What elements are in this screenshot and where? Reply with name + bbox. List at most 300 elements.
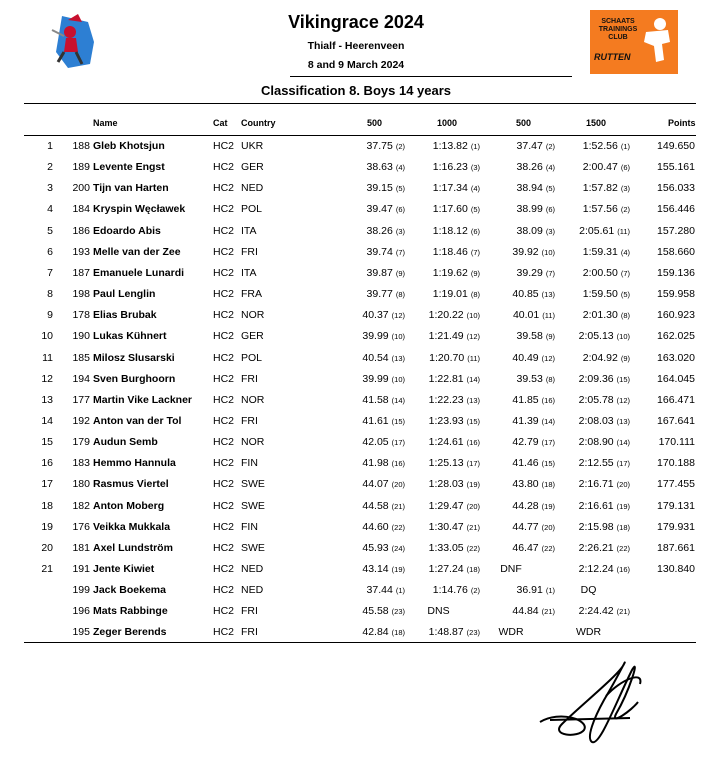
time-value: 39.29	[516, 266, 543, 279]
signature	[520, 650, 670, 750]
time-value: 1:24.61	[428, 436, 464, 449]
position-value: (19)	[466, 480, 480, 490]
time-500b-cell	[470, 457, 555, 469]
col-name: Name	[93, 118, 118, 128]
position-value: (12)	[541, 353, 555, 363]
position-value: (3)	[470, 163, 480, 173]
points-cell: 164.045	[657, 372, 695, 385]
position-value: (5)	[470, 205, 480, 215]
time-value: WDR	[498, 626, 524, 639]
points-cell: 166.471	[657, 393, 695, 406]
time-value: 44.77	[512, 520, 539, 533]
time-value: 1:13.82	[432, 140, 468, 152]
category-cell: HC2	[213, 161, 235, 174]
category-cell: HC2	[213, 457, 235, 470]
country-cell: NOR	[241, 309, 265, 322]
position-value: (20)	[466, 501, 480, 511]
time-value: 2:05.78	[578, 393, 614, 406]
bib-cell: 189	[72, 161, 90, 174]
time-500a-cell	[320, 182, 405, 194]
rank-cell: 2	[47, 161, 53, 174]
category-cell: HC2	[213, 626, 235, 639]
points-cell: 163.020	[657, 351, 695, 364]
position-value: (24)	[391, 543, 405, 553]
time-1500-cell	[550, 330, 630, 342]
bib-cell: 184	[72, 203, 90, 216]
table-row	[0, 411, 712, 432]
time-value: 43.80	[512, 478, 539, 491]
time-value: 2:00.47	[582, 161, 618, 174]
time-500a-cell	[320, 415, 405, 427]
bib-cell: 186	[72, 224, 90, 237]
time-1000-cell	[400, 563, 480, 575]
category-cell: HC2	[213, 478, 235, 491]
time-value: 44.84	[512, 605, 539, 618]
time-value: 1:21.49	[428, 330, 464, 343]
time-value: 40.37	[362, 309, 389, 322]
position-value: (16)	[466, 438, 480, 448]
country-cell: NED	[241, 584, 264, 597]
position-value: (23)	[391, 607, 405, 617]
category-cell: HC2	[213, 584, 235, 597]
time-500a-cell	[320, 225, 405, 237]
position-value: (19)	[391, 565, 405, 574]
time-value: 1:20.70	[429, 351, 465, 364]
time-value: 2:09.36	[578, 372, 614, 385]
points-cell: 170.188	[657, 457, 695, 470]
bib-cell: 190	[72, 330, 90, 343]
position-value: (13)	[541, 290, 555, 300]
country-cell: POL	[241, 351, 263, 364]
position-value: (21)	[541, 607, 555, 617]
country-cell: NED	[241, 563, 264, 575]
time-500b-cell	[470, 246, 555, 258]
name-cell: Milosz Slusarski	[93, 351, 175, 364]
position-value: (3)	[395, 226, 405, 236]
bib-cell: 185	[72, 351, 90, 364]
time-1000-cell	[400, 330, 480, 342]
category-cell: HC2	[213, 288, 235, 301]
time-1000-cell	[400, 309, 480, 321]
name-cell: Elias Brubak	[93, 309, 157, 322]
category-cell: HC2	[213, 436, 235, 449]
position-value: (9)	[545, 332, 555, 342]
time-1000-cell	[400, 500, 480, 512]
rank-cell: 16	[41, 457, 53, 470]
time-1000-cell	[400, 626, 480, 638]
time-value: 39.47	[366, 203, 393, 216]
col-cat: Cat	[213, 118, 228, 128]
time-value: 1:22.81	[428, 372, 464, 385]
category-cell: HC2	[213, 372, 235, 385]
header-divider	[290, 76, 572, 77]
time-1000-cell	[400, 246, 480, 258]
time-value: 44.28	[512, 499, 539, 512]
category-cell: HC2	[213, 605, 235, 618]
time-value: 39.53	[516, 372, 543, 385]
position-value: (5)	[545, 184, 555, 194]
country-cell: NED	[241, 182, 264, 195]
name-cell: Emanuele Lunardi	[93, 266, 185, 279]
category-cell: HC2	[213, 541, 235, 554]
name-cell: Lukas Kühnert	[93, 330, 167, 343]
time-1000-cell	[400, 436, 480, 448]
time-value: 41.98	[362, 457, 389, 470]
name-cell: Gleb Khotsjun	[93, 140, 165, 152]
time-1000-cell	[400, 182, 480, 194]
position-value: (7)	[470, 247, 480, 257]
time-value: 2:12.55	[578, 457, 614, 470]
rank-cell: 8	[47, 288, 53, 301]
event-dates: 8 and 9 March 2024	[307, 59, 405, 71]
table-row	[0, 474, 712, 495]
name-cell: Kryspin Węcławek	[93, 203, 186, 216]
position-value: (22)	[391, 522, 405, 532]
points-cell: 149.650	[657, 140, 695, 152]
time-500b-cell	[470, 394, 555, 406]
bib-cell: 188	[72, 140, 90, 152]
svg-text:RACE: RACE	[96, 45, 116, 52]
position-value: (18)	[616, 522, 630, 532]
time-value: 1:28.03	[428, 478, 464, 491]
time-value: 39.15	[366, 182, 393, 195]
time-value: 38.09	[516, 224, 543, 237]
col-500-b: 500	[516, 118, 532, 128]
country-cell: NOR	[241, 393, 265, 406]
time-value: 1:33.05	[428, 541, 464, 554]
time-1000-cell	[400, 373, 480, 385]
points-cell: 187.661	[657, 541, 695, 554]
time-500b-cell	[470, 500, 555, 512]
time-value: 40.49	[512, 351, 539, 364]
points-cell: 167.641	[657, 414, 695, 427]
time-value: 39.77	[366, 288, 393, 301]
time-value: 1:18.46	[432, 245, 468, 258]
bottom-rule	[24, 642, 696, 643]
time-value: 41.39	[512, 414, 539, 427]
time-1000-cell	[400, 542, 480, 554]
country-cell: FIN	[241, 520, 258, 533]
position-value: (21)	[616, 607, 630, 617]
position-value: (9)	[395, 268, 405, 278]
time-value: 44.60	[362, 520, 389, 533]
name-cell: Sven Burghoorn	[93, 372, 176, 385]
time-value: 39.92	[512, 245, 539, 258]
time-500a-cell	[320, 352, 405, 364]
points-cell: 179.931	[657, 520, 695, 533]
points-cell: 158.660	[657, 245, 695, 258]
table-row	[0, 538, 712, 559]
table-row	[0, 178, 712, 199]
time-value: 37.47	[516, 140, 543, 152]
position-value: (17)	[541, 438, 555, 448]
time-value: WDR	[575, 626, 602, 639]
position-value: (20)	[391, 480, 405, 490]
time-500a-cell	[320, 521, 405, 533]
bib-cell: 192	[72, 414, 90, 427]
name-cell: Jack Boekema	[93, 584, 166, 597]
position-value: (5)	[395, 184, 405, 194]
time-value: 1:48.87	[428, 626, 464, 639]
points-cell: 156.033	[657, 182, 695, 195]
time-500b-cell	[470, 267, 555, 279]
position-value: (15)	[466, 416, 480, 426]
time-1500-cell	[550, 352, 630, 364]
table-row	[0, 199, 712, 220]
time-value: 1:19.01	[432, 288, 468, 301]
time-500b-cell	[470, 161, 555, 173]
position-value: (10)	[541, 247, 555, 257]
position-value: (9)	[620, 353, 630, 363]
position-value: (14)	[541, 416, 555, 426]
category-cell: HC2	[213, 563, 235, 575]
time-1000-cell	[400, 478, 480, 490]
time-value: 37.44	[366, 584, 393, 597]
time-value: 39.87	[366, 266, 393, 279]
time-500b-cell	[470, 352, 555, 364]
category-cell: HC2	[213, 245, 235, 258]
position-value: (21)	[466, 522, 480, 532]
position-value: (1)	[620, 142, 630, 151]
position-value: (4)	[620, 247, 630, 257]
country-cell: SWE	[241, 499, 265, 512]
time-value: 2:01.30	[582, 309, 618, 322]
position-value: (6)	[620, 163, 630, 173]
time-1000-cell	[400, 394, 480, 406]
points-cell: 179.131	[657, 499, 695, 512]
time-value: 39.58	[516, 330, 543, 343]
position-value: (7)	[395, 247, 405, 257]
bib-cell: 180	[72, 478, 90, 491]
time-value: 39.99	[362, 330, 389, 343]
table-row	[0, 496, 712, 517]
rank-cell: 10	[41, 330, 53, 343]
country-cell: FRI	[241, 626, 258, 639]
time-500b-cell	[470, 330, 555, 342]
bib-cell: 181	[72, 541, 90, 554]
name-cell: Veikka Mukkala	[93, 520, 171, 533]
country-cell: ITA	[241, 224, 257, 237]
position-value: (15)	[616, 374, 630, 384]
time-value: 2:16.61	[578, 499, 614, 512]
time-value: 2:15.98	[578, 520, 614, 533]
time-1500-cell	[550, 161, 630, 173]
bib-cell: 194	[72, 372, 90, 385]
time-value: 1:52.56	[582, 140, 618, 152]
bib-cell: 176	[72, 520, 90, 533]
table-row	[0, 369, 712, 390]
time-value: 1:20.22	[428, 309, 464, 322]
schaats-trainings-club-rutten-logo: SCHAATS TRAININGS CLUB RUTTEN	[590, 10, 678, 74]
time-value: 1:57.56	[582, 203, 618, 216]
position-value: (18)	[391, 628, 405, 638]
position-value: (11)	[467, 353, 480, 363]
table-row	[0, 157, 712, 178]
time-500a-cell	[320, 542, 405, 554]
time-value: 45.93	[362, 541, 389, 554]
position-value: (6)	[470, 226, 480, 236]
time-1000-cell	[400, 521, 480, 533]
time-1500-cell	[550, 288, 630, 300]
position-value: (7)	[545, 268, 555, 278]
time-value: 1:29.47	[428, 499, 464, 512]
col-points: Points	[668, 118, 696, 128]
time-value: 2:08.90	[578, 436, 614, 449]
time-1500-cell	[550, 563, 630, 575]
rank-cell: 14	[41, 414, 53, 427]
position-value: (18)	[466, 565, 480, 574]
country-cell: POL	[241, 203, 263, 216]
position-value: (16)	[391, 459, 405, 469]
position-value: (14)	[466, 374, 480, 384]
position-value: (19)	[541, 501, 555, 511]
bib-cell: 195	[72, 626, 90, 639]
category-cell: HC2	[213, 330, 235, 343]
time-1500-cell	[550, 140, 630, 152]
bib-cell: 183	[72, 457, 90, 470]
rank-cell: 11	[42, 351, 53, 364]
position-value: (14)	[391, 395, 405, 405]
time-value: 38.26	[366, 224, 393, 237]
position-value: (11)	[542, 311, 555, 321]
country-cell: FRI	[241, 605, 258, 618]
table-row	[0, 432, 712, 453]
category-cell: HC2	[213, 520, 235, 533]
time-value: DNF	[500, 563, 522, 575]
time-1000-cell	[400, 605, 480, 617]
time-value: 1:17.60	[432, 203, 468, 216]
bib-cell: 177	[72, 393, 90, 406]
time-value: 40.85	[512, 288, 539, 301]
rank-cell: 3	[47, 182, 53, 195]
category-cell: HC2	[213, 393, 235, 406]
time-500b-cell	[470, 373, 555, 385]
time-value: 2:12.24	[578, 563, 614, 575]
time-500b-cell	[470, 309, 555, 321]
time-value: 38.63	[366, 161, 393, 174]
bib-cell: 182	[72, 499, 90, 512]
table-row	[0, 348, 712, 369]
position-value: (16)	[541, 395, 555, 405]
category-cell: HC2	[213, 499, 235, 512]
position-value: (8)	[545, 374, 555, 384]
time-500a-cell	[320, 563, 405, 575]
time-500b-cell	[470, 521, 555, 533]
svg-text:2024: 2024	[96, 53, 112, 60]
table-row	[0, 221, 712, 242]
time-value: 2:08.03	[578, 414, 614, 427]
col-country: Country	[241, 118, 276, 128]
position-value: (5)	[620, 290, 630, 300]
time-value: 37.75	[366, 140, 393, 152]
bib-cell: 179	[72, 436, 90, 449]
position-value: (13)	[391, 353, 405, 363]
time-500a-cell	[320, 203, 405, 215]
position-value: (10)	[391, 332, 405, 342]
name-cell: Melle van der Zee	[93, 245, 181, 258]
category-cell: HC2	[213, 203, 235, 216]
time-value: 46.47	[512, 541, 539, 554]
bib-cell: 198	[72, 288, 90, 301]
time-500a-cell	[320, 330, 405, 342]
points-cell: 160.923	[657, 309, 695, 322]
table-row	[0, 559, 712, 580]
time-value: 2:24.42	[578, 605, 614, 618]
position-value: (22)	[541, 543, 555, 553]
position-value: (20)	[541, 522, 555, 532]
time-value: DNS	[427, 605, 450, 618]
time-500a-cell	[320, 140, 405, 152]
country-cell: ITA	[241, 266, 257, 279]
time-value: 42.05	[362, 436, 389, 449]
position-value: (16)	[616, 565, 630, 574]
position-value: (13)	[616, 416, 630, 426]
category-cell: HC2	[213, 266, 235, 279]
time-value: 1:18.12	[432, 224, 468, 237]
name-cell: Axel Lundström	[93, 541, 173, 554]
country-cell: FIN	[241, 457, 258, 470]
time-500a-cell	[320, 394, 405, 406]
table-row	[0, 242, 712, 263]
position-value: (23)	[466, 628, 480, 638]
position-value: (2)	[620, 205, 630, 215]
position-value: (10)	[391, 374, 405, 384]
time-value: 1:57.82	[582, 182, 618, 195]
bib-cell: 178	[72, 309, 90, 322]
rank-cell: 20	[41, 541, 53, 554]
time-value: 1:14.76	[432, 584, 468, 597]
position-value: (15)	[391, 416, 405, 426]
time-value: 44.07	[362, 478, 389, 491]
position-value: (9)	[470, 268, 480, 278]
rank-cell: 1	[47, 140, 53, 152]
category-cell: HC2	[213, 351, 235, 364]
time-1500-cell	[550, 500, 630, 512]
position-value: (1)	[395, 586, 405, 596]
time-value: 1:22.23	[428, 393, 464, 406]
time-1500-cell	[550, 394, 630, 406]
time-1000-cell	[400, 203, 480, 215]
time-1000-cell	[400, 415, 480, 427]
time-1500-cell	[550, 182, 630, 194]
time-1500-cell	[550, 436, 630, 448]
position-value: (1)	[545, 586, 555, 596]
time-500a-cell	[320, 457, 405, 469]
table-row	[0, 517, 712, 538]
category-cell: HC2	[213, 182, 235, 195]
time-500a-cell	[320, 288, 405, 300]
bib-cell: 196	[72, 605, 90, 618]
col-500-a: 500	[367, 118, 383, 128]
time-value: 39.99	[362, 372, 389, 385]
time-value: 1:59.50	[582, 288, 618, 301]
classification-title: Classification 8. Boys 14 years	[260, 83, 452, 98]
position-value: (2)	[470, 586, 480, 596]
position-value: (15)	[541, 459, 555, 469]
time-1500-cell	[550, 309, 630, 321]
position-value: (4)	[545, 163, 555, 173]
time-1000-cell	[400, 267, 480, 279]
time-1500-cell	[550, 626, 630, 638]
time-1500-cell	[550, 542, 630, 554]
position-value: (22)	[616, 543, 630, 553]
time-1000-cell	[400, 584, 480, 596]
time-value: 1:19.62	[432, 266, 468, 279]
time-1500-cell	[550, 246, 630, 258]
rank-cell: 6	[47, 245, 53, 258]
rank-cell: 7	[47, 266, 53, 279]
time-value: 1:59.31	[582, 245, 618, 258]
